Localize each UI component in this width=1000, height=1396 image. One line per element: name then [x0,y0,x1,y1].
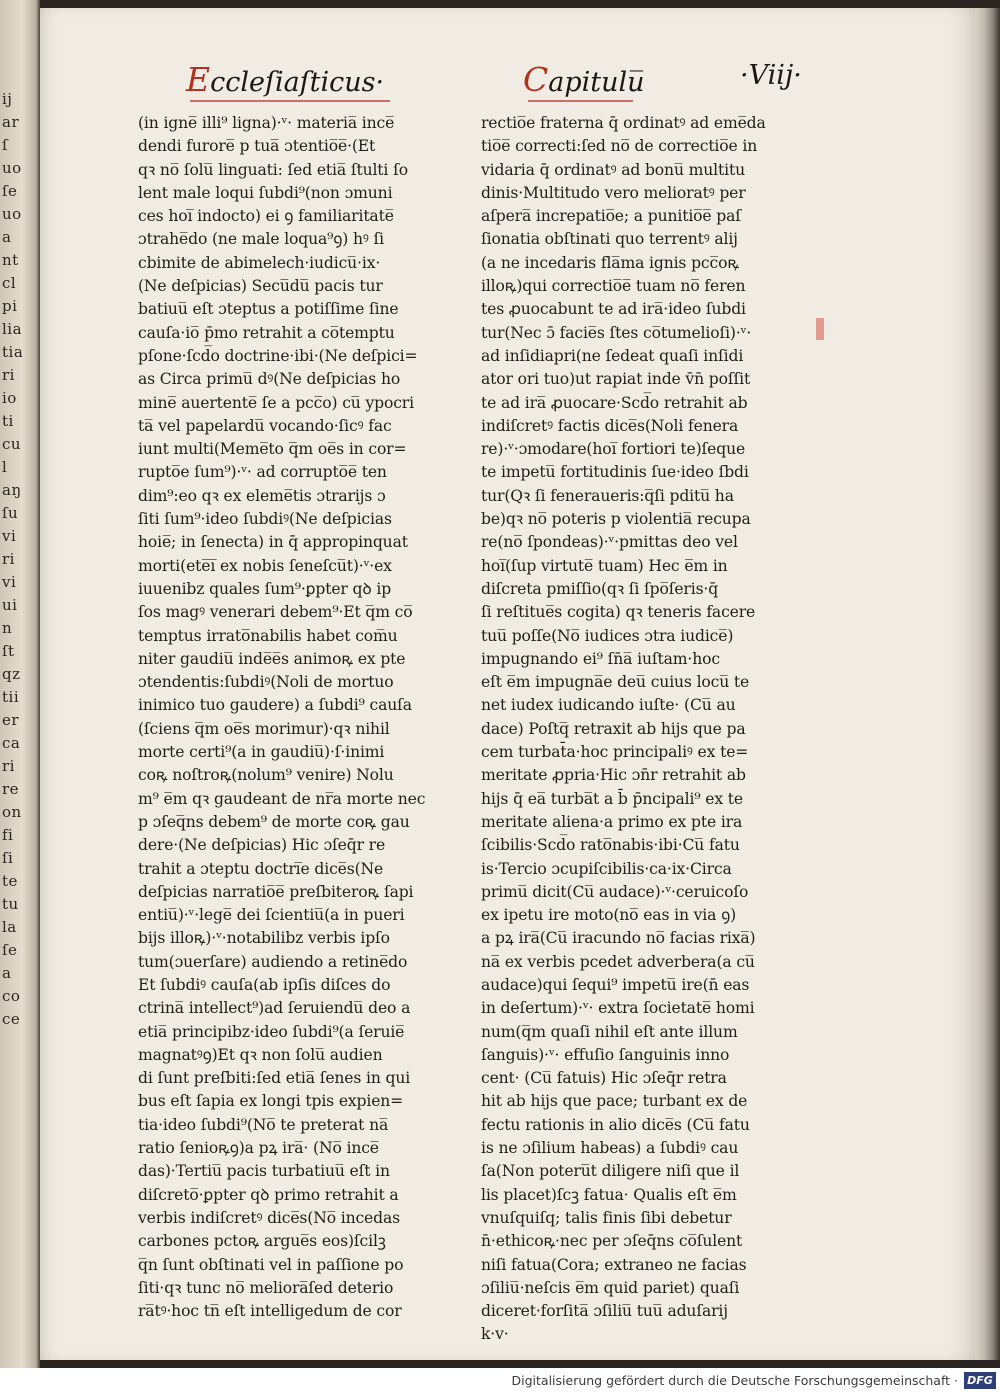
running-head-chapter-text: apitulu̅ [548,67,645,98]
rubricated-initial-c: C [523,60,549,99]
text-line: iuuenibz quales ſum⁹·ꝑpter qꝺ ip [138,579,392,598]
text-line: ſiti ſum⁹·ideo ſubdiꝰ(Ne deſpicias [138,510,392,529]
text-line: cauſa·io̅ p̄mo retrahit a co̅temptu [138,323,395,342]
running-head-book-text: ccleſiaſticus· [210,67,385,98]
text-line: niſi fatua(Cora; extraneo ne facias [481,1255,747,1274]
text-line: batiuu̅ eſt ɔteptus a potiſſime ſine [138,300,399,319]
text-line: is ne ɔſilium habeas) a ſubdiꝰ cau [481,1139,739,1158]
text-line: temptus irrato̅nabilis habet com̅u [138,626,398,645]
text-line: dere·(Ne deſpicias) Hic ɔſeq̄r re [138,836,386,855]
text-line: ſionatia obſtinati quo terrentꝰ alij [481,230,738,249]
text-line: entiu̅)·ᵛ·lege̅ dei ſcientiu̅(a in pueri [138,906,405,925]
text-line: vidaria q̄ ordinatꝰ ad bonu̅ multitu [481,160,745,179]
text-line: deſpicias narratio̅e̅ preſbiteroꝶ ſapi [138,882,414,901]
prev-page-text-fragment: la [2,918,17,936]
funding-credit: Digitalisierung gefördert durch die Deutsche Forschungsgemeinschaft · [511,1373,958,1388]
text-line: as Circa primu̅ dꝰ(Ne deſpicias ho [138,370,401,389]
prev-page-text-fragment: vi [2,573,17,591]
text-line: diſcreto̅·ꝑpter qꝺ primo retrahit a [138,1185,399,1204]
text-line: lis placet)ſcꝫ fatua· Qualis eſt e̅m [481,1185,737,1204]
text-line: ra̅tꝰ·hoc tn̅ eſt intelligedum de cor [138,1302,402,1321]
prev-page-text-fragment: ti [2,412,14,430]
text-line: ſcibilis·Scd̅o rato̅nabis·ibi·Cu̅ fatu [481,836,740,855]
text-line: ſiti·qꝛ tunc no̅ meliora̅ſed deterio [138,1278,394,1297]
text-line: dinis·Multitudo vero melioratꝰ per [481,183,746,202]
text-line: ſos magꝰ venerari debem⁹·Et q̅m co̅ [138,603,413,622]
prev-page-text-fragment: te [2,872,18,890]
prev-page-text-fragment: ſ [2,136,9,154]
text-line: Et ſubdiꝰ cauſa(ab ipſis diſces do [138,975,391,994]
text-line: carbones pctoꝶ argue̅s eos)ſcilꝫ [138,1232,386,1251]
text-line: re(no̅ ſpondeas)·ᵛ·pmittas deo vel [481,533,738,552]
text-line: hijs q̄ ea̅ turba̅t a b̄ p̄ncipali⁹ ex te [481,789,743,808]
prev-page-text-fragment: ſt [2,642,15,660]
text-line: meritate ꝓpria·Hic ɔn̄r retrahit ab [481,766,746,785]
text-line: vnuſquiſq; talis finis ſibi debetur [481,1208,732,1227]
text-line: etia̅ principibz·ideo ſubdi⁹(a ſeruie̅ [138,1022,405,1041]
text-line: fectu rationis in alio dice̅s (Cu̅ fatu [481,1115,750,1134]
text-line: ator ori tuo)ut rapiat inde v̄n̄ poſſit [481,370,751,389]
text-line: ex ipetu ire moto(no̅ eas in via ꝯ) [481,906,737,925]
red-ink-mark [816,318,824,340]
prev-page-text-fragment: ſe [2,182,18,200]
prev-page-text-fragment: ri [2,757,15,775]
prev-page-text-fragment: ui [2,596,18,614]
text-line: tia·ideo ſubdi⁹(No̅ te preterat na̅ [138,1115,389,1134]
text-line: coꝶ noſtroꝶ(nolum⁹ venire) Nolu [138,766,394,785]
text-line: ctrina̅ intellect⁹)ad ſeruiendu̅ deo a [138,999,411,1018]
text-line: te impetu̅ fortitudinis ſue·ideo ſbdi [481,463,749,482]
text-line: inimico tuo gaudere) a ſubdi⁹ cauſa [138,696,412,715]
prev-page-text-fragment: cl [2,274,17,292]
footer-bar [0,1368,1000,1396]
text-line: morte certi⁹(a in gaudiu̅)·ſ·inimi [138,743,385,762]
text-line: ɔſiliu̅·neſcis e̅m quid pariet) quaſi [481,1278,740,1297]
text-line: num(q̅m quaſi nihil eſt ante illum [481,1022,738,1041]
prev-page-text-fragment: ca [2,734,21,752]
text-line: dace) Poſtq̅ retraxit ab hijs que pa [481,719,746,738]
prev-page-text-fragment: tu [2,895,19,913]
text-line: morti(ete̅i̅ ex nobis ſeneſcu̅t)·ᵛ·ex [138,556,392,575]
text-line: (a ne incedaris fla̅ma ignis pcc̅oꝶ [481,253,739,272]
text-line: eſt e̅m impugna̅e deu̅ cuius locu̅ te [481,673,750,692]
text-line: niter gaudiu̅ inde̅e̅s animoꝶ ex pte [138,649,406,668]
text-line: cbimite de abimelech·iudicu̅·ix· [138,253,381,272]
text-line: diceret·forſita̅ ɔſiliu̅ tuu̅ aduſarij [481,1302,728,1321]
prev-page-text-fragment: ſi [2,849,14,867]
previous-page-margin [0,0,40,1368]
text-line: bus eſt ſapia ex longi tpis expien= [138,1092,404,1111]
prev-page-text-fragment: er [2,711,20,729]
prev-page-text-fragment: tii [2,688,20,706]
prev-page-text-fragment: ar [2,113,20,131]
prev-page-text-fragment: n [2,619,13,637]
text-line: dendi furore̅ p tua̅ ɔtentio̅e̅·(Et [138,137,376,156]
text-line: ſanguis)·ᵛ· effuſio ſanguinis inno [481,1045,730,1064]
dfg-logo: DFG [964,1372,996,1389]
text-line: tes ꝓuocabunt te ad ira̅·ideo ſubdi [481,300,746,319]
text-line: n̄·ethicoꝶ·nec per ɔſeq̄ns co̅ſulent [481,1232,743,1251]
text-line: q̅n ſunt obſtinati vel in paſſione po [138,1255,404,1274]
text-line: na̅ ex verbis pcedet adverbera(a cu̅ [481,952,755,971]
text-line: rectio̅e fraterna q̄ ordinatꝰ ad eme̅da [481,114,766,132]
text-line: be)qꝛ no̅ poteris p violentia̅ recupa [481,510,751,529]
text-line: (in igne̅ illi⁹ ligna)·ᵛ· materia̅ ince̅ [138,114,395,132]
prev-page-text-fragment: pi [2,297,18,315]
text-line: bijs illoꝶ)·ᵛ·notabilibz verbis ipſo [138,929,390,948]
running-head-chapter-number: ·Viij· [740,60,802,91]
text-line: audace)qui ſequi⁹ impetu̅ ire(n̄ eas [481,975,750,994]
text-line: tio̅e̅ correcti:ſed no̅ de correctio̅e in [481,137,758,156]
prev-page-text-fragment: ij [2,90,13,108]
prev-page-text-fragment: uo [2,159,22,177]
rubricated-initial-e: E [186,60,211,99]
text-line: ɔtendentis:ſubdiꝰ(Noli de mortuo [138,673,394,692]
running-head-book [186,60,384,99]
page-edge [975,8,1000,1360]
prev-page-text-fragment: tia [2,343,24,361]
text-line: ſa(Non poteru̅t diligere niſi que il [481,1162,740,1181]
prev-page-text-fragment: cu [2,435,22,453]
text-line: illoꝶ)qui correctio̅e̅ tuam no̅ feren [481,277,746,296]
text-column-left [138,112,468,1323]
text-line: lent male loqui ſubdi⁹(non ɔmuni [138,183,393,202]
prev-page-text-fragment: re [2,780,20,798]
text-line: ratio ſenioꝶꝯ)a pꝝ ira̅· (No̅ ince̅ [138,1139,379,1158]
prev-page-text-fragment: uo [2,205,22,223]
text-column-right [481,112,811,1347]
text-line: ces hoi̅ indocto) ei ꝯ familiaritate̅ [138,207,394,226]
text-line: primu̅ dicit(Cu̅ audace)·ᵛ·ceruicoſo [481,882,749,901]
text-line: dim⁹:eo qꝛ ex eleme̅tis ɔtrarijs ɔ [138,486,386,505]
text-line: cem turbat̄a·hoc principaliꝰ ex te= [481,743,749,762]
text-line: das)·Tertiu̅ pacis turbatiuu̅ eſt in [138,1162,390,1181]
text-line: hit ab hijs que pace; turbant ex de [481,1092,748,1111]
text-line: hoi̅(ſup virtute̅ tuam) Hec e̅m in [481,556,728,575]
prev-page-text-fragment: fi [2,826,14,844]
red-underline-left [190,100,390,102]
prev-page-text-fragment: aŋ [2,481,22,499]
prev-page-text-fragment: lia [2,320,23,338]
prev-page-text-fragment: vi [2,527,17,545]
text-line: tur(Qꝛ ſi feneraueris:q̅ſi pditu̅ ha [481,486,734,505]
text-line: ad inſidiapri(ne ſedeat quaſi inſidi [481,346,744,365]
prev-page-text-fragment: a [2,228,12,246]
text-line: a pꝝ ira̅(Cu̅ iracundo no̅ facias rixa̅) [481,929,756,948]
prev-page-text-fragment: io [2,389,17,407]
text-line: trahit a ɔteptu doctri̅e dice̅s(Ne [138,859,384,878]
text-line: di ſunt preſbiti:ſed etia̅ ſenes in qui [138,1069,411,1088]
text-line: is·Tercio ɔcupiſcibilis·ca·ix·Circa [481,859,732,878]
prev-page-text-fragment: ri [2,550,15,568]
prev-page-text-fragment: on [2,803,22,821]
text-line: ſi reſtitue̅s cogita) qꝛ teneris facere [481,603,756,622]
text-line: aſpera̅ increpatio̅e; a punitio̅e̅ paſ [481,207,741,226]
running-head-chapter [523,60,645,99]
text-line: magnatꝰꝯ)Et qꝛ non ſolu̅ audien [138,1045,383,1064]
text-line: meritate aliena·a primo ex pte ira [481,812,743,831]
prev-page-text-fragment: nt [2,251,19,269]
prev-page-text-fragment: a [2,964,12,982]
text-line: te ad ira̅ ꝓuocare·Scd̅o retrahit ab [481,393,748,412]
text-line: (Ne deſpicias) Secu̅du̅ pacis tur [138,277,383,296]
text-line: re)·ᵛ·ɔmodare(hoi̅ fortiori te)ſeque [481,440,746,459]
red-underline-center [528,100,633,102]
text-line: indiſcretꝰ factis dice̅s(Noli fenera [481,416,739,435]
text-line: p ɔſeq̅ns debem⁹ de morte coꝶ gau [138,812,410,831]
text-line: ta̅ vel papelardu̅ vocando·ſicꝰ fac [138,416,392,435]
incunable-page [40,8,975,1360]
text-line: cent· (Cu̅ fatuis) Hic ɔſeq̄r retra [481,1069,727,1088]
text-line: qꝛ no̅ ſolu̅ linguati: ſed etia̅ ſtulti ſo [138,160,408,179]
text-line: impugnando ei⁹ ſn̄a̅ iuſtam·hoc [481,649,720,668]
text-line: mine̅ auertente̅ ſe a pcc̅o) cu̅ ypocri [138,393,414,412]
prev-page-text-fragment: ſu [2,504,19,522]
text-line: tum(ɔuerſare) audiendo a retine̅do [138,952,408,971]
text-line: pſone·ſcd̅o doctrine·ibi·(Ne deſpici= [138,346,418,365]
text-line: iunt multi(Meme̅to q̅m oe̅s in cor= [138,440,407,459]
prev-page-text-fragment: qz [2,665,21,683]
text-line: k·v· [481,1325,509,1344]
text-line: m⁹ e̅m qꝛ gaudeant de nr̅a morte nec [138,789,426,808]
text-line: in deſertum)·ᵛ· extra ſocietate̅ homi [481,999,755,1018]
text-line: hoie̅; in ſenecta) in q̄ appropinquat [138,533,408,552]
prev-page-text-fragment: ſe [2,941,18,959]
text-line: (ſciens q̅m oe̅s morimur)·qꝛ nihil [138,719,390,738]
text-line: ɔtrahe̅do (ne male loqua⁹ꝯ) hꝰ ſi [138,230,384,249]
prev-page-text-fragment: ri [2,366,15,384]
prev-page-text-fragment: l [2,458,8,476]
text-line: tur(Nec ɔ̄ facie̅s ſtes co̅tumelioſi)·ᵛ· [481,323,752,342]
text-line: net iudex iudicando iuſte· (Cu̅ au [481,696,736,715]
text-line: rupto̅e ſum⁹)·ᵛ· ad corrupto̅e̅ ten [138,463,387,482]
text-line: diſcreta pmiſſio(qꝛ ſi ſpo̅ſeris·q̄ [481,579,719,598]
text-line: verbis indiſcretꝰ dice̅s(No̅ incedas [138,1208,400,1227]
prev-page-text-fragment: co [2,987,21,1005]
prev-page-text-fragment: ce [2,1010,21,1028]
text-line: tuu̅ poſſe(No̅ iudices ɔtra iudice̅) [481,626,734,645]
